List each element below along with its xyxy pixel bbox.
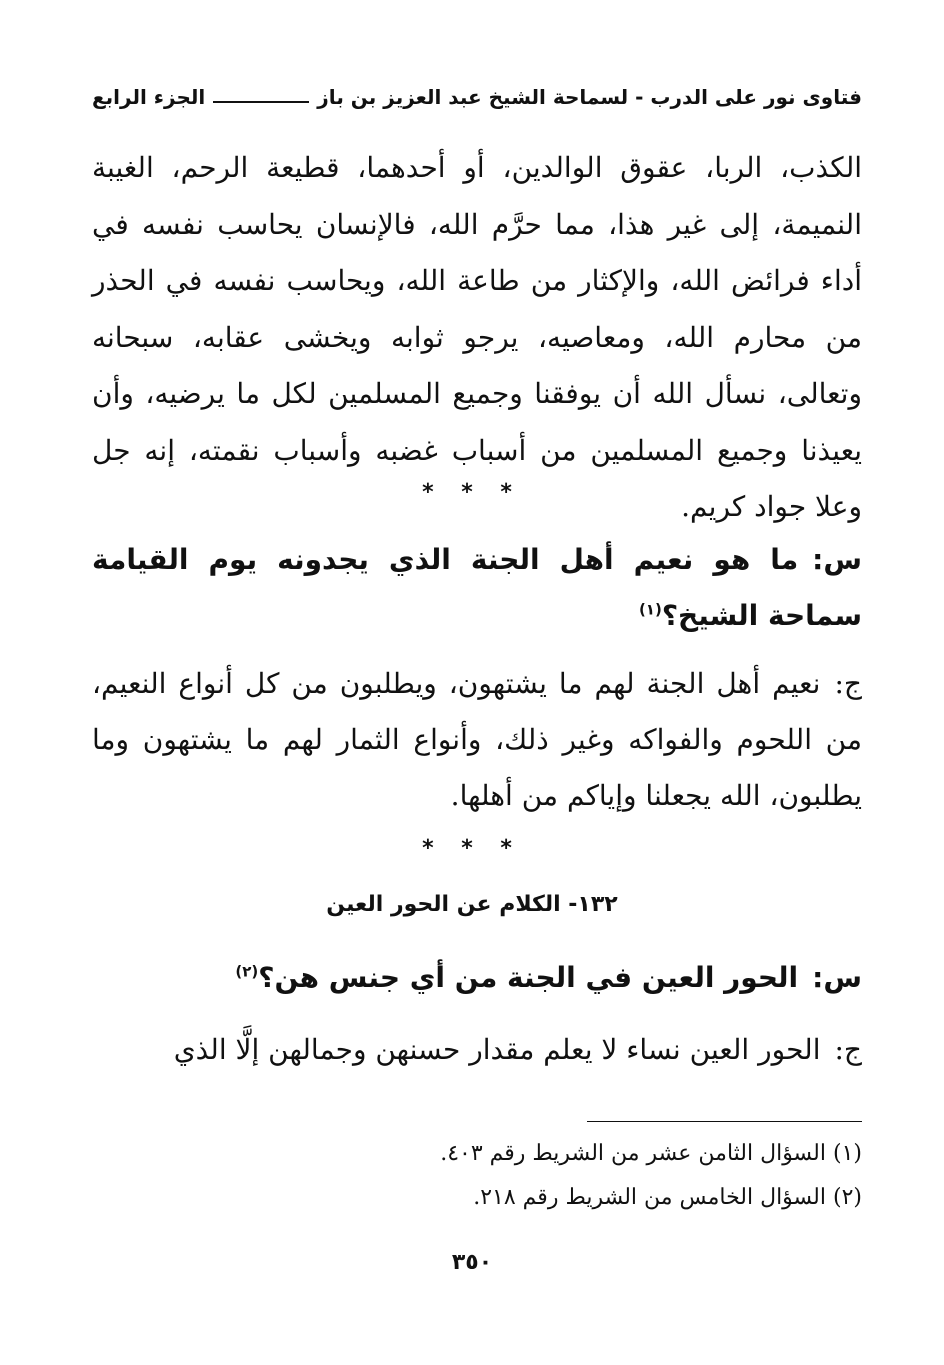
question-text: ما هو نعيم أهل الجنة الذي يجدونه يوم القيامة سماحة الشيخ؟ xyxy=(92,543,862,632)
answer-1 xyxy=(92,656,862,824)
question-text: الحور العين في الجنة من أي جنس هن؟ xyxy=(258,961,799,994)
answer-2 xyxy=(92,1022,862,1078)
question-label: س: xyxy=(812,961,862,994)
header-rule xyxy=(213,91,309,103)
question-1 xyxy=(92,532,862,644)
answer-text: الحور العين نساء لا يعلم مقدار حسنهن وجمالهن إلَّا الذي xyxy=(173,1033,821,1066)
footnote-1: (١) السؤال الثامن عشر من الشريط رقم ٤٠٣. xyxy=(440,1141,862,1166)
answer-text: نعيم أهل الجنة لهم ما يشتهون، ويطلبون من كل أنواع النعيم، من اللحوم والفواكه وغير ذلك، وأنواع الثمار لهم ما يشتهون وما يطلبون، الله يجعلنا وإياكم من أهلها. xyxy=(92,667,862,812)
separator-stars-1: * * * xyxy=(422,480,522,505)
question-label: س: xyxy=(812,543,862,576)
footnote-ref: (٢) xyxy=(235,962,259,981)
running-header xyxy=(92,78,862,116)
header-title: فتاوى نور على الدرب - لسماحة الشيخ عبد العزيز بن باز xyxy=(317,85,862,109)
footnote-ref: (١) xyxy=(638,600,662,619)
separator-stars-2: * * * xyxy=(422,836,522,861)
header-part: الجزء الرابع xyxy=(92,85,206,109)
page-number: ٣٥٠ xyxy=(451,1250,493,1275)
answer-label: ج: xyxy=(834,667,862,700)
footnotes xyxy=(300,1132,862,1220)
question-2 xyxy=(92,950,862,1006)
answer-label: ج: xyxy=(834,1033,862,1066)
footnote-2: (٢) السؤال الخامس من الشريط رقم ٢١٨. xyxy=(473,1185,862,1210)
intro-paragraph: الكذب، الربا، عقوق الوالدين، أو أحدهما، قطيعة الرحم، الغيبة النميمة، إلى غير هذا، مما حرَّم الله، فالإنسان يحاسب نفسه في أداء فرائض الله، والإكثار من طاعة الله، ويحاسب نفسه في الحذر من محارم الله، ومعاصيه، يرجو ثوابه ويخشى عقابه، سبحانه وتعالى، نسأل الله أن يوفقنا وجميع المسلمين لكل ما يرضيه، وأن يعيذنا وجميع المسلمين من أسباب غضبه وأسباب نقمته، إنه جل وعلا جواد كريم. xyxy=(92,151,862,523)
section-title: ١٣٢- الكلام عن الحور العين xyxy=(326,892,618,917)
footnote-rule xyxy=(587,1121,862,1122)
